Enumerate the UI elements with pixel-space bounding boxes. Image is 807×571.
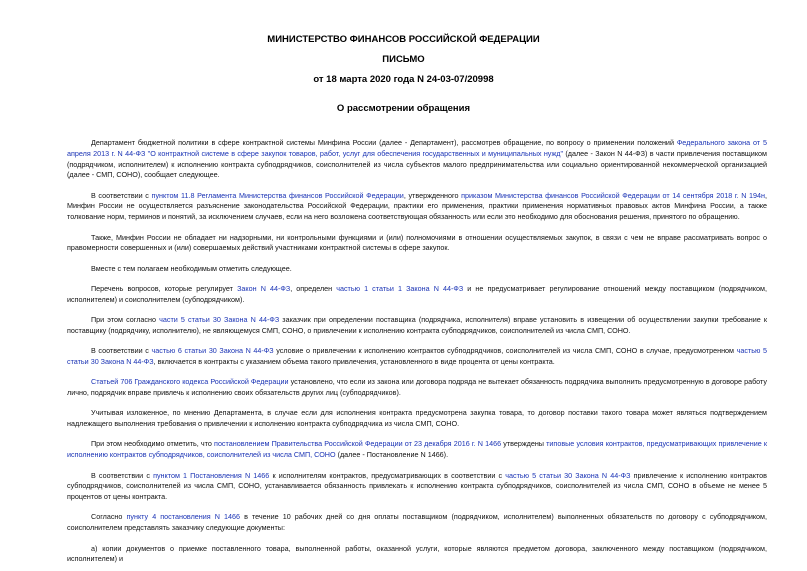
paragraph-text: В соответствии с	[91, 190, 152, 200]
paragraph-text: а) копии документов о приемке поставленного товара, выполненной работы, оказанной услуги, которые являются предметом договора, заключенного между поставщиком (подрядчиком, исполнителем) и	[67, 543, 767, 564]
paragraph-text: (далее - Постановление N 1466).	[335, 450, 449, 460]
paragraph-text: Также, Минфин России не обладает ни надзорными, ни контрольными функциями и (или) полномочиями в отношении осуществляемых закупок, в связи с чем не вправе рассматривать вопрос о правомерности совершенных и (или) совершаемых действий участниками контрактной системы в сфере закупок.	[67, 232, 767, 253]
paragraph-text: В соответствии с	[91, 346, 152, 356]
document-link[interactable]: Статьей 706 Гражданского кодекса Российской Федерации	[91, 377, 289, 387]
paragraph-text: Департамент бюджетной политики в сфере контрактной системы Минфина России (далее - Департамент), рассмотрев обращение, по вопросу о применении положений	[91, 138, 677, 147]
paragraph-text: заказчик при определении поставщика (подрядчика, исполнителя) вправе установить в извещении об осуществлении закупки требование к поставщику (подрядчику, исполнителю), не являющемуся СМП, СОНО, о привлечении к исполнению контракта субподрядчиков, соисполнителей из числа СМП, СОНО.	[67, 315, 767, 335]
paragraph-text: в течение 10 рабочих дней со дня оплаты поставщиком (подрядчиком, исполнителем) выполненных обязательств по договору с субподрядчиком, соисполнителем представлять заказчику следующие документы:	[67, 512, 767, 533]
paragraph	[67, 284, 767, 306]
document-link[interactable]: части 5 статьи 30 Закона N 44-ФЗ	[159, 315, 280, 325]
paragraph	[67, 346, 767, 368]
paragraph	[67, 439, 767, 461]
paragraph-text: Перечень вопросов, которые регулирует	[91, 283, 238, 293]
paragraph-text: При этом согласно	[91, 315, 160, 325]
document-link[interactable]: приказом Министерства финансов Российской Федерации от 14 сентября 2018 г. N 194н	[461, 190, 766, 200]
paragraph-text: , определен	[290, 283, 337, 293]
document-link[interactable]: частью 1 статьи 1 Закона N 44-ФЗ	[336, 283, 464, 293]
document-link[interactable]: пункту 4 постановления N 1466	[126, 512, 240, 522]
paragraph-text: (далее - Закон N 44-ФЗ) в части привлечения поставщиком (подрядчиком, исполнителем) к исполнению контракта субподрядчиков, соисполнителей из числа субъектов малого предпринимательства или социально ориентированной некоммерческой организацией (далее - СМП, СОНО), сообщает следующее.	[67, 148, 767, 180]
document-subject: О рассмотрении обращения	[336, 103, 471, 114]
paragraph-text: Вместе с тем полагаем необходимым отметить следующее.	[91, 263, 292, 273]
document-link[interactable]: постановлением Правительства Российской Федерации от 23 декабря 2016 г. N 1466	[214, 439, 502, 449]
document-link[interactable]: пунктом 1 Постановления N 1466	[153, 470, 270, 480]
paragraph-text: , Минфин России не осуществляется разъяснение законодательства Российской Федерации, практики его применения, практики применения нормативных правовых актов Минфина России, а также толкование норм, терминов и понятий, за исключением случаев, если на него возложена соответствующая обязанность или если это необходимо для обоснования решения, принятого по обращению.	[67, 190, 768, 222]
paragraph-text: и не предусматривает регулирование отношений между поставщиком (подрядчиком, исполнителем) и соисполнителем (субподрядчиком).	[67, 283, 767, 304]
paragraph-text: Учитывая изложенное, по мнению Департамента, в случае если для исполнения контракта предусмотрена закупка товара, то договор поставки такого товара может являться подтверждением надлежащего выполнения требования о привлечении к исполнению контракта субподрядчика из числа СМП, СОНО.	[67, 408, 767, 429]
paragraph	[67, 544, 767, 566]
paragraph-text: привлечение к исполнению контрактов субподрядчиков, соисполнителей из числа СМП, СОНО, устанавливается обязанность привлекать к исполнению контракта субподрядчиков, соисполнителей из числа СМП, СОНО в объеме не менее 5 процентов от цены контракта.	[67, 470, 767, 502]
document-link[interactable]: Закон N 44-ФЗ	[237, 283, 291, 293]
paragraph	[67, 471, 767, 503]
paragraph-text: установлено, что если из закона или договора подряда не вытекает обязанность подрядчика выполнить предусмотренную в договоре работу лично, подрядчик вправе привлечь к исполнению своих обязательств других лиц (субподрядчиков).	[67, 377, 767, 398]
paragraph-text: условие о привлечении к исполнению контрактов субподрядчиков, соисполнителей из числа СМП, СОНО в случае, предусмотренном	[273, 346, 737, 356]
paragraph	[67, 264, 767, 275]
paragraph-text: В соответствии с	[91, 470, 154, 480]
paragraph	[67, 512, 767, 534]
paragraph	[67, 377, 767, 399]
document-link[interactable]: частью 5 статьи 30 Закона N 44-ФЗ	[67, 346, 768, 366]
paragraph	[67, 138, 767, 181]
document-link[interactable]: Федерального закона от 5 апреля 2013 г. N 44-ФЗ "О контрактной системе в сфере закупок товаров, работ, услуг для обеспечения государственных и муниципальных нужд"	[67, 138, 767, 158]
ministry-title: МИНИСТЕРСТВО ФИНАНСОВ РОССИЙСКОЙ ФЕДЕРАЦИИ	[267, 34, 540, 45]
paragraph	[67, 408, 767, 430]
paragraph-text: , включается в контракты с указанием объема такого привлечения, установленного в виде процента от цены контракта.	[153, 356, 555, 366]
document-link[interactable]: частью 6 статьи 30 Закона N 44-ФЗ	[151, 346, 274, 356]
document-link[interactable]: частью 5 статьи 30 Закона N 44-ФЗ	[505, 470, 631, 480]
paragraph-text: При этом необходимо отметить, что	[91, 439, 215, 449]
document-link[interactable]: пунктом 11.8 Регламента Министерства финансов Российской Федерации	[151, 190, 404, 200]
paragraph	[67, 191, 767, 223]
paragraph-text: к исполнителям контрактов, предусматривающих в соответствии с	[269, 470, 506, 480]
document-type: ПИСЬМО	[382, 54, 425, 65]
paragraph-text: , утвержденного	[403, 190, 462, 200]
paragraph	[67, 315, 767, 337]
paragraph-text: Согласно	[91, 512, 127, 522]
document-body	[67, 138, 767, 571]
document-link[interactable]: типовые условия контрактов, предусматривающих привлечение к исполнению контрактов субподрядчиков, соисполнителей из числа СМП, СОНО	[67, 439, 768, 460]
paragraph	[67, 233, 767, 255]
paragraph-text: утверждены	[501, 439, 547, 449]
document-date-number: от 18 марта 2020 года N 24-03-07/20998	[313, 74, 494, 85]
